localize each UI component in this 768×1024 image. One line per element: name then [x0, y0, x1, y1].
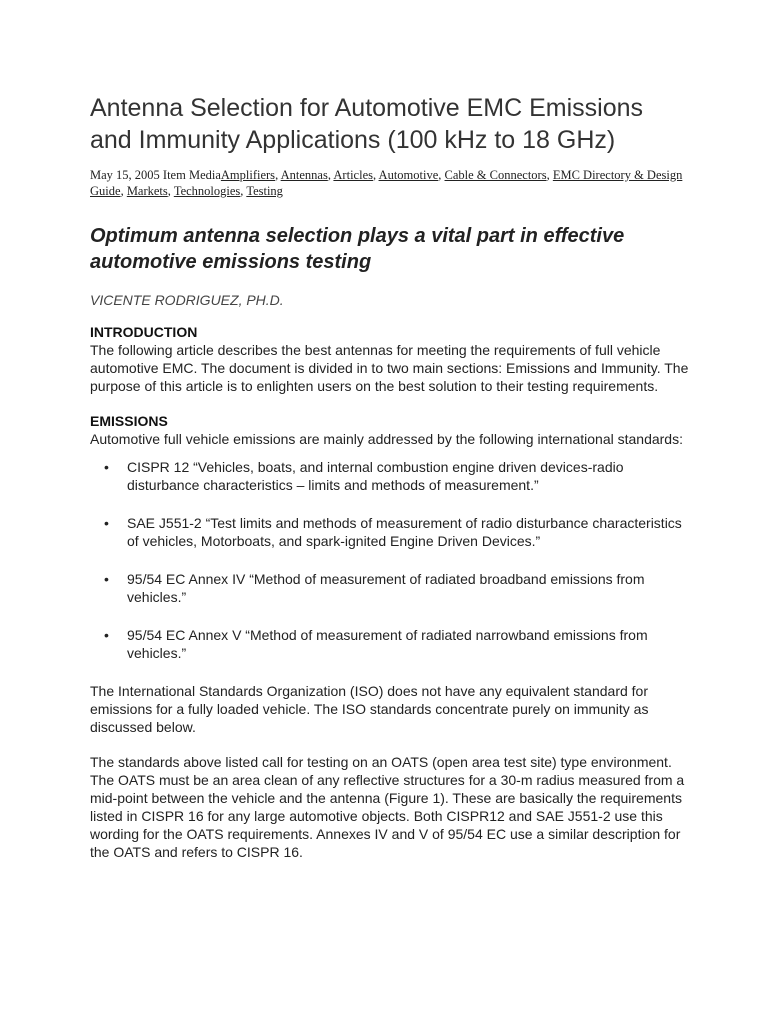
tag-link-antennas[interactable]: Antennas: [280, 168, 328, 182]
article-author: VICENTE RODRIGUEZ, PH.D.: [90, 292, 284, 308]
tag-link-cable-connectors[interactable]: Cable & Connectors: [444, 168, 547, 182]
emissions-intro: Automotive full vehicle emissions are mainly addressed by the following international standards:: [90, 431, 683, 447]
oats-paragraph: The standards above listed call for testing on an OATS (open area test site) type environment. The OATS must be an area clean of any reflective structures for a 30-m radius measured from a mid-point between the vehicle and the antenna (Figure 1). These are basically the requirements listed in CISPR 16 for any large automotive objects. Both CISPR12 and SAE J551-2 use this wording for the OATS requirements. Annexes IV and V of 95/54 EC use a similar description for the OATS and refers to CISPR 16.: [90, 754, 685, 860]
tag-link-testing[interactable]: Testing: [246, 184, 283, 198]
article-meta: May 15, 2005 Item MediaAmplifiers, Antennas, Articles, Automotive, Cable & Connectors, EMC Directory & Design Guide, Markets, Technologies, Testing: [90, 168, 683, 198]
article-title: Antenna Selection for Automotive EMC Emissions and Immunity Applications (100 kHz to 18 GHz): [90, 94, 644, 154]
introduction-heading: INTRODUCTION: [90, 324, 198, 340]
tag-link-markets[interactable]: Markets: [126, 184, 168, 198]
emissions-section: [90, 412, 690, 861]
standard-text: 95/54 EC Annex IV “Method of measurement of radiated broadband emissions from vehicles.”: [127, 571, 645, 605]
article-subtitle: Optimum antenna selection plays a vital part in effective automotive emissions testing: [90, 225, 625, 273]
tag-link-technologies[interactable]: Technologies: [173, 184, 241, 198]
list-item: [90, 626, 690, 662]
standard-text: SAE J551-2 “Test limits and methods of measurement of radio disturbance characteristics of vehicles, Motorboats, and spark-ignited Engine Driven Devices.”: [127, 515, 682, 549]
standards-list: [90, 458, 690, 662]
standard-text: CISPR 12 “Vehicles, boats, and internal combustion engine driven devices-radio disturbance characteristics – limits and methods of measurement.”: [127, 459, 624, 493]
bullet-icon: •: [104, 627, 109, 643]
iso-paragraph: The International Standards Organization (ISO) does not have any equivalent standard for emissions for a fully loaded vehicle. The ISO standards concentrate purely on immunity as discussed below.: [90, 683, 649, 735]
article-date: May 15, 2005: [90, 168, 160, 182]
tag-link-emc-directory[interactable]: EMC Directory & Design Guide: [90, 168, 683, 198]
emissions-heading: EMISSIONS: [90, 413, 168, 429]
bullet-icon: •: [104, 515, 109, 531]
bullet-icon: •: [104, 459, 109, 475]
tag-link-amplifiers[interactable]: Amplifiers: [220, 168, 276, 182]
introduction-section: [90, 323, 690, 395]
standard-text: 95/54 EC Annex V “Method of measurement of radiated narrowband emissions from vehicles.”: [127, 627, 648, 661]
article-item-label: Item Media: [162, 168, 221, 182]
list-item: [90, 514, 690, 550]
bullet-icon: •: [104, 571, 109, 587]
tag-link-articles[interactable]: Articles: [333, 168, 373, 182]
tag-link-automotive[interactable]: Automotive: [378, 168, 439, 182]
list-item: [90, 458, 690, 494]
list-item: [90, 570, 690, 606]
introduction-text: The following article describes the best antennas for meeting the requirements of full vehicle automotive EMC. The document is divided in to two main sections: Emissions and Immunity. The purpose of this article is to enlighten users on the best solution to their testing requirements.: [90, 342, 689, 394]
